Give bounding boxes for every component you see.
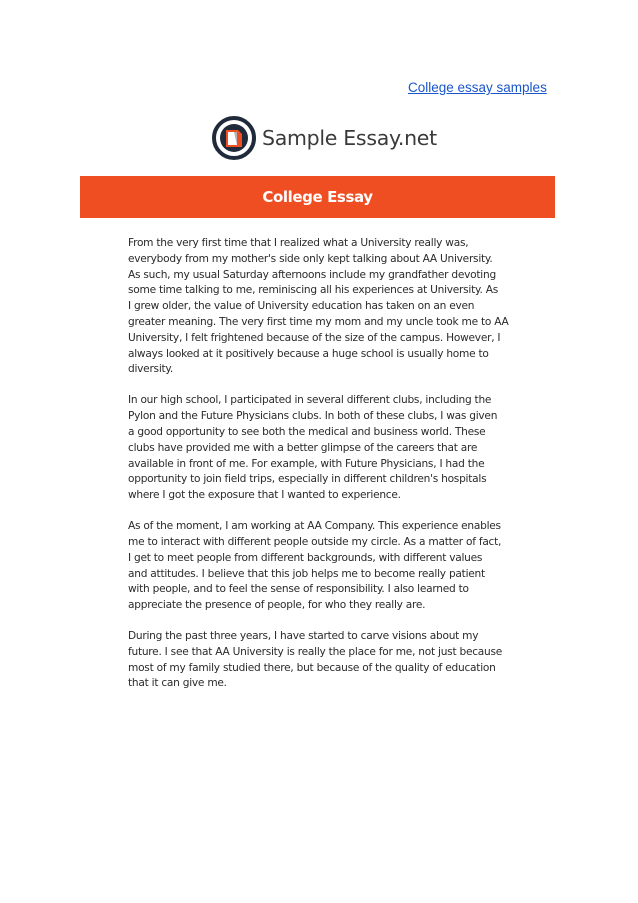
- essay-line: with people, and to feel the sense of responsibility. I also learned to: [128, 583, 469, 596]
- title-banner: [80, 176, 555, 218]
- essay-line: me to interact with different people outside my circle. As a matter of fact,: [128, 535, 502, 548]
- essay-paragraph: [128, 629, 516, 692]
- essay-paragraph: [128, 519, 516, 614]
- essay-title: College Essay: [262, 188, 373, 206]
- book-icon: [212, 116, 256, 160]
- essay-line: always looked at it positively because a huge school is usually home to: [128, 347, 489, 360]
- essay-line: appreciate the presence of people, for who they really are.: [128, 599, 426, 612]
- essay-paragraph: [128, 236, 516, 378]
- essay-line: Pylon and the Future Physicians clubs. In both of these clubs, I was given: [128, 410, 498, 423]
- essay-line: During the past three years, I have started to carve visions about my: [128, 630, 479, 643]
- essay-line: I grew older, the value of University education has taken on an even: [128, 300, 475, 313]
- essay-line: future. I see that AA University is really the place for me, not just because: [128, 645, 503, 658]
- college-essay-samples-link[interactable]: College essay samples: [408, 80, 547, 95]
- essay-line: some time talking to me, reminiscing all his experiences at University. As: [128, 284, 499, 297]
- essay-line: opportunity to join field trips, especially in different children's hospitals: [128, 473, 487, 486]
- essay-line: I get to meet people from different backgrounds, with different values: [128, 551, 483, 564]
- essay-line: As of the moment, I am working at AA Company. This experience enables: [128, 520, 501, 533]
- sample-essay-logo: [212, 116, 437, 160]
- essay-line: diversity.: [128, 363, 174, 376]
- essay-body: [128, 236, 516, 707]
- logo-text: Sample Essay.net: [262, 126, 437, 150]
- essay-line: clubs have provided me with a better glimpse of the careers that are: [128, 441, 478, 454]
- essay-line: and attitudes. I believe that this job helps me to become really patient: [128, 567, 485, 580]
- essay-line: In our high school, I participated in several different clubs, including the: [128, 394, 492, 407]
- essay-line: From the very first time that I realized what a University really was,: [128, 237, 469, 249]
- essay-line: most of my family studied there, but because of the quality of education: [128, 661, 496, 674]
- essay-line: As such, my usual Saturday afternoons include my grandfather devoting: [128, 268, 496, 281]
- essay-line: everybody from my mother's side only kept talking about AA University.: [128, 252, 493, 265]
- essay-line: greater meaning. The very first time my mom and my uncle took me to AA: [128, 315, 509, 328]
- essay-paragraph: [128, 393, 516, 504]
- essay-line: where I got the exposure that I wanted to experience.: [128, 489, 401, 502]
- essay-line: a good opportunity to see both the medical and business world. These: [128, 425, 486, 438]
- essay-line: that it can give me.: [128, 677, 227, 690]
- essay-line: available in front of me. For example, with Future Physicians, I had the: [128, 457, 485, 470]
- essay-line: University, I felt frightened because of the size of the campus. However, I: [128, 331, 501, 344]
